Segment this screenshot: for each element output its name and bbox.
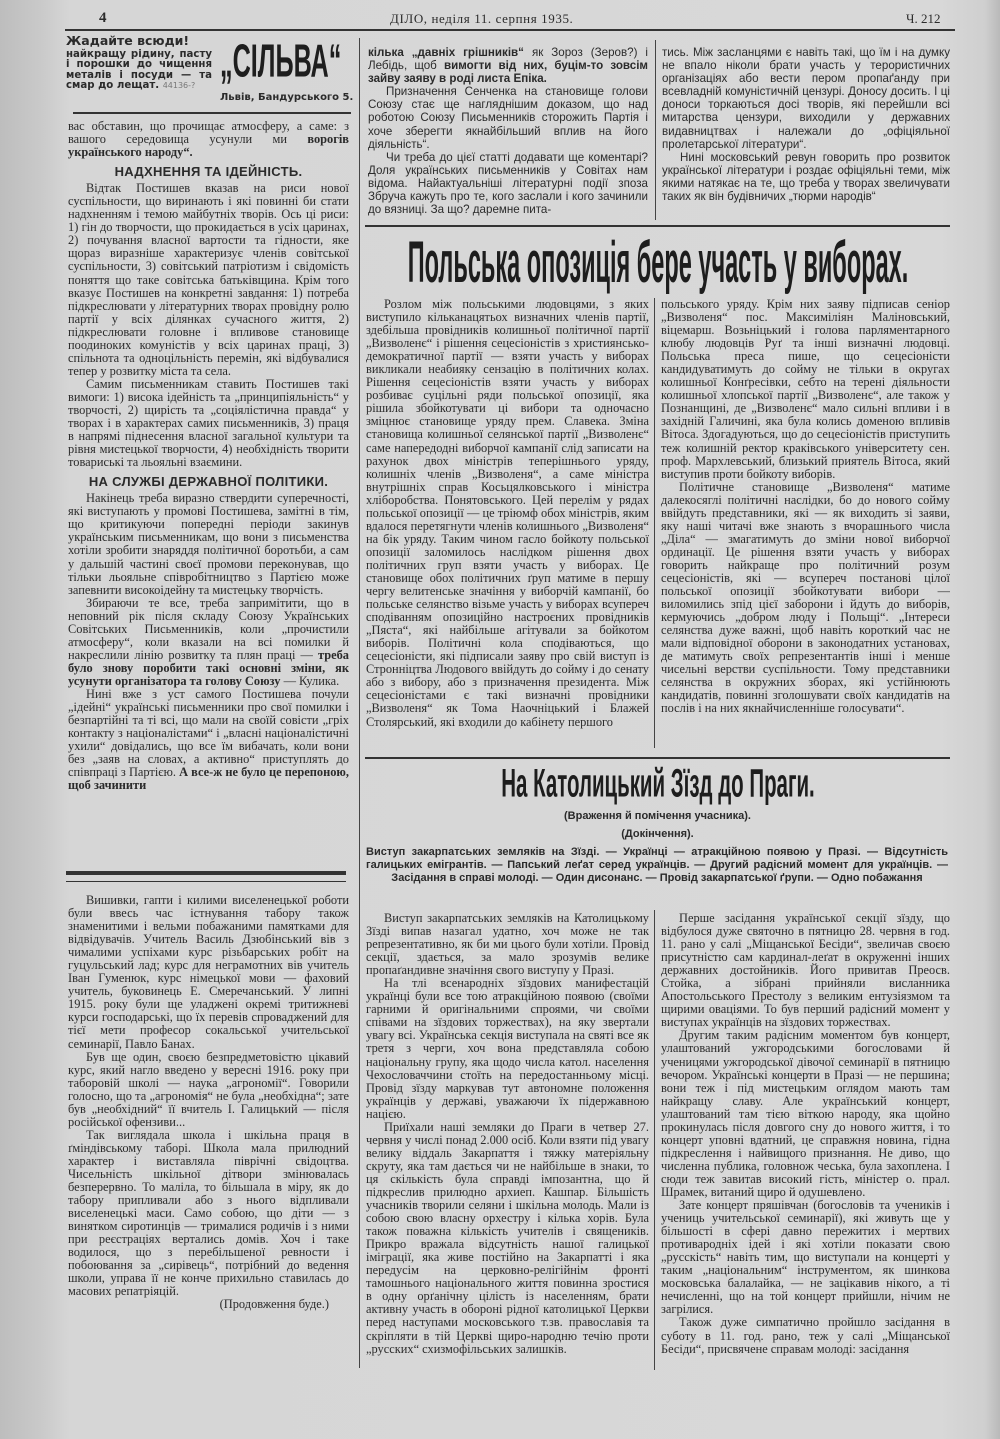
column-divider	[655, 40, 656, 220]
paragraph: Був ще один, своєю безпредметовістю цікавий курс, який нагло введено у вересні 1916. року при таборовій школі — наука „агрономії“. Говорили голосно, що та „агрономія“ не була „необхідна“; зате був „необхідний“ її вчитель І. Галицький — після російської офензиви...	[68, 1049, 349, 1129]
bold-text: вимогти від них, буцім-то зовсім зайву заяву в роді листа Епіка.	[368, 59, 648, 86]
paragraph: Перше засідання української секції зїзду, що відбулося дуже святочно в пятницю 28. червня в год. 11. рано у салі „Міщанської Бесіди“, звеличав своєю присутністю сам кардинал-леґат в окруженні інших державних достойників. Його привитав Преосв. Стойка, а зібрані прийняли висланника Апостольського Престолу з великим ентузіязмом та щирими оваціями. То був перший радісний момент у виступах українців на зїздових торжествах.	[661, 912, 950, 1030]
prague-headline-wrap	[365, 760, 950, 807]
camp-school-article	[68, 894, 349, 1369]
text: Нині вже з уст самого Постишева почули „ідейні“ українські письменники про свої помилки і безпартійні та ті всі, що мали на своїй совісти „гріх контакту з націоналістами“ і „власні націоналістичні ухили“ довідались, що все їм вибачать, коли вони без „заяв на словах, а активно“ приступлять до співпраці з Партією.	[68, 686, 349, 780]
text: вас обставин, що прочищає атмосферу, а саме: з вашого середовища усунули ми	[68, 120, 349, 147]
paragraph: польського уряду. Крім них заяву підписав сеніор „Визволеня“ пос. Максиміліян Маліновський, віцемарш. Возьніцький і голова парляментарного клюбу людовців Руґ та інші визначні людовці. Польська преса пише, що сецесіоністи кандидуватимуть до сойму не тільки в округах колишньої Конґресівки, себто на терені діяльности колишньої хлопської партії „Визволенє“, але також у Познанщині, де „Визволенє“ мало сильні впливи і в західній Галичині, яка була колись доменою впливів Вітоса. Здогадуються, що до сецесіоністів приступить теж колишній ректор краківського університету сен. проф. Мархлевський, близький приятель Вітоса, який виступив проти бойкоту виборів.	[661, 298, 950, 481]
section-rule	[365, 757, 950, 759]
paragraph: Також дуже симпатично пройшло засідання в суботу в 11. год. рано, теж у салі „Міщанської Бесіди“, присвячене справам молоді: засідання	[661, 1315, 950, 1356]
ad-text-body: найкращу рідину, пасту і порошки до чищення металів і посуди — та смар до лещат.	[66, 48, 212, 91]
prague-summary: Виступ закарпатських земляків на Зїзді. — Українці — атракційною появою у Празі. — Відсутність галицьких емігрантів. — Папський леґат серед українців. — Другий радісний момент для українців. — Засідання в справі молоді. — Один дисонанс. — Провід закарпатської ґрупи. — Одно побажання	[366, 846, 948, 884]
issue-number: Ч. 212	[906, 11, 941, 26]
prague-subtitle: (Враження й помічення учасника).	[564, 810, 751, 822]
paragraph: Розлом між польськими людовцями, з яких виступило кільканацятьох визначних членів партії, здебільша провідників колишньої політичної партії „Визволенє“ і рішення сецесіоністів з християнсько-демократичної партії — взяти участь у виборах викликали неабияку сензацію в політичних колах. Рішення сецесіоністів взяти участь у виборах розбиває суцільні ряди польської опозиції, яка рішила збойкотувати ці вибори та одночасно зміцнює становище уряду прем. Славека. Зміна становища колишньої селянської партії „Визволенє“ саме напередодні виборчої кампанії слід записати на рахунок двох міністрів теперішнього уряду, колишніх членів „Визволеня“, а саме міністра внутрішніх справ Косьцялковського і міністра хліборобства. Понятовського. Цей перелім у рядах польської опозиції — це тріюмф обох міністрів, яким вдалося перетягнути членів колишнього „Визволеня“ на бік уряду. Таким чином гасло бойкоту польської опозиції заломилось наслідком рішення двох політичних груп взяти участь у виборах. Це становище обох політичних ґруп матиме в першу чергу велитенське значіння у виборчій кампанії, бо польське селянство візьме участь у виборах всупереч сподіванням опозиційно настроєних провідників „Пяста“, які найбільше агітували за бойкотом виборів. Політичні кола сподіваються, що сецесіоністи, які підписали заяву про свій виступ із Стронніцтва Людового ввійдуть до сойму і до сенату або з вибору, або з призначення президента. Між сецесіоністами є такі визначні провідники „Визволеня“ як Тома Наочніцький і Блажей Столярський, які входили до кабінету першого	[366, 298, 649, 729]
section-heading: НАДХНЕННЯ ТА ІДЕЙНІСТЬ.	[114, 164, 303, 180]
polish-article-column-1	[366, 298, 649, 750]
paragraph	[68, 597, 349, 688]
prague-article-column-2	[661, 912, 950, 1372]
bold-text: треба було знову поробити такі основні зміни, як усунути організатора та голову Союзу	[68, 647, 349, 688]
prague-article-headline: На Католицький Зїзд до Праги.	[500, 760, 815, 805]
column-divider	[654, 298, 655, 748]
column-divider	[654, 910, 655, 1370]
paragraph: На тлі всенародніх зїздових манифестацій українці були все тою атракційною появою (своїми гарними й оригінальними спроями, чи своїми співами на зїздових торжествах), на яку звертали увагу всі. Українська секція виступала на святі все як третя з черги, хоч вона представляла собою національну групу, яка щодо числа катол. населення Чехословаччини стоїть на передостанньому місці. Провід зїзду маркував тут автономне положення українців у державі, уважаючи їх підержавною нацією.	[366, 976, 649, 1121]
left-article-postyshev	[68, 120, 349, 862]
page-number: 4	[99, 10, 107, 26]
text: як Зороз (Зеров?) і Лебідь, щоб	[368, 46, 648, 73]
continued-note: (Продовження буде.)	[219, 1297, 329, 1312]
paragraph	[68, 688, 349, 792]
paragraph: Другим таким радісним моментом був концерт, улаштований ужгородськими богословами й ученицями ужгородської дівочої семинарії в пятницю вечором. Українські концерти в Празі — не першина; вони теж і під мистецьким оглядом мають там найкращу славу. Але український концерт, улаштований там тією віткою народу, яка щойно прокинулась після довгого сну до нового життя, і то концерт уповні вдатний, це справжня новина, гідна підкреслення і найвищого признання. Не диво, що численна публика, головнож чеська, була захоплена. І сюди теж завитав високий гість, міністер о. прал. Шрамек, витаний щиро й одушевлено.	[661, 1028, 950, 1199]
top-middle-column	[368, 46, 648, 218]
polish-article-column-2	[661, 298, 950, 750]
paragraph	[368, 46, 648, 85]
paragraph: Відтак Постишев вказав на риси нової суспільности, що виринають і які повинні би стати надхненням і темою майбутніх творів. Ось ці риси: 1) гін до творчости, що прокидається в усіх царинах, 2) почування власної вартости та гідности, яке щораз виразніше характеризує членів совітської суспільности, 3) совітський патріотизм і свідомість поняття що таке совітська батьківщина. Крім того вказує Постишев на конкретні завдання: 1) потреба підкреслювати у літературних творах провідну ролю партії у всіх ділянках сучасного життя, 2) підкреслювати головне і впливове становище поодиноких комуністів у всіх царинах праці, 3) спільнота та одноцільність перемін, які відбувалися тепер у розвитку міста та села.	[68, 181, 349, 378]
ad-text	[66, 50, 212, 92]
paragraph: Вишивки, гапти і килими виселенецької роботи були ввесь час істнування табору також знаменитими і вельми побажаними памятками для відвідувачів. Учитель Василь Дзюбінський вів з чималими успіхами курс різьбарських робіт на гуцульський лад; курс для неграмотних вів учитель Іван Гуменюк, курс німецької мови — фаховий учитель, буковинець Е. Смеречанський. У липні 1915. року були ще уладжені окремі тритижневі курси господарські, що їх перевів спроваджений для тієї мети професор сокальської учительської семинарії, Павло Банах.	[68, 894, 349, 1051]
prague-continuation: (Докінчення).	[621, 828, 694, 840]
paragraph: Приїхали наші земляки до Праги в четвер 27. червня у числі понад 2.000 осіб. Коли взяти під увагу велику віддаль Закарпаття і тяжку матеріяльну скруту, яка там дається чи не найбільше в знаки, то ця скількість була справді імпозантна, що й підкреслив прилюдно архиеп. Кашпар. Більшість учасників творили селяни і шкільна молодь. Мали із собою свою власну орхестру і кілька хорів. Була також поважна кількість учителів і священиків. Прикро вражала відсутність нашої галицької іміграції, яка живе постійно на Закарпатті і яка передусім на церковно-релігійнім фронті тамошнього національного життя повинна зростися в одну орґанічну цілість із населенням, брати активну участь в обороні рідної католицької Церкви перед наступами московського т.зв. православія та скріпляти в тій Церкві щиро-народню течію проти „русских“ схизмофільських залишків.	[366, 1119, 649, 1356]
column-divider	[359, 38, 360, 1368]
prague-article-column-1	[366, 912, 649, 1372]
paragraph: Призначення Сенченка на становище голови Союзу стає ще нагляднішим доказом, що над роботою Союзу Письменників сторожить Партія і хоче зберегти якнайбільший вплив на його діяльність“.	[368, 85, 648, 151]
polish-article-headline: Польська опозиція бере участь у виборах.	[407, 228, 908, 295]
ad-rule	[73, 112, 351, 114]
silva-advertisement	[66, 33, 356, 108]
paragraph	[68, 120, 349, 159]
ad-call: Жадайте всюди!	[66, 33, 190, 48]
paragraph: Так виглядала школа і шкільна праця в ґміндівському таборі. Школа мала прилюдний характер і виставляла піврічні свідоцтва. Чисельність шкільної дітвори змінювалась безперервно. То маліла, то більшала в міру, як до табору припливали або з нього відпливали виселенецькі маси. Само собою, що діти — з винятком сиротинців — трималися родичів і з ними при реєстраціях вертались домів. Хоч і таке водилося, що з перебільшеної ревности і побоювання за „сирівець“, потрібний до ведення школи, управа її не конче прихильно ставилась до масових репатріяцій.	[68, 1127, 349, 1299]
polish-headline-wrap	[365, 228, 950, 295]
masthead: ДІЛО, неділя 11. серпня 1935.	[390, 11, 574, 26]
text: Збираючи те все, треба запримітити, що в неповний рік після складу Союзу Українських Совітських Письменників, коли „прочистили атмосферу“, коли вказали на всі помилки й накреслили лінію розвитку та плян праці —	[68, 595, 349, 662]
bold-text: кілька „давніх грішників“	[368, 46, 524, 59]
header-rule	[65, 29, 955, 31]
paragraph: Політичне становище „Визволеня“ матиме далекосяглі політичні наслідки, бо до нового сойму ввійдуть представники, які — як виходить зі заяви, яку наші читачі вже знають з вчорашнього числа „Діла“ — змагатимуть до зміни нової виборчої ординації. Це рішення взяти участь у виборах говорить найкраще про політичний розум сецесіоністів, які — всупереч постанові цілої польської опозиції збойкотувати вибори — виломились зпід цієї заборони і йдуть до виборів, кермуючись „добром люду і Польщі“. „Інтереси селянства дуже важні, щоб навіть короткий час не мали відповідної оборони в законодатних установах, де матимуть своїх репрезентантів інші і менше чисельні верстви суспільности. Тому представники селянства в окружних зборах, які устійнюють кандидатів, повинні зголошувати своїх кандидатів на послів і на них якнайчисленніше голосувати“.	[661, 479, 950, 716]
paragraph: Нині московський ревун говорить про розвиток української літератури і роздає офіціяльні теми, між якими натякає на те, що треба у творах звеличувати таких як він будівничих „тюрми народів“	[662, 150, 950, 204]
ad-brand: „СІЛЬВА“	[220, 34, 342, 87]
section-rule	[365, 225, 950, 227]
section-rule	[66, 871, 346, 875]
bold-text: А все-ж не було це перепоною, щоб зачинити	[68, 765, 349, 793]
paragraph: Накінець треба виразно ствердити суперечності, які виступають у промові Постишева, замітні в тім, що критикуючи попередні періоди закинув українським письменникам, що вони з письменства хотіли зробити знаряддя політичної боротьби, а сам у дальшій частині своєї промови переконував, що тільки льояльне співробітництво з Партією може запевнити високоідейну та мистецьку творчість.	[68, 491, 349, 597]
section-rule	[66, 881, 346, 882]
top-right-column	[662, 46, 950, 218]
paragraph: Чи треба до цієї статті додавати ще коментарі? Доля українських письменників у Совітах нам відома. Найактуальніші літературні події зпоза Збруча кажуть про те, кого заслали і кого зачинили до вязниці. За що? даремне пита-	[368, 150, 648, 217]
section-heading: НА СЛУЖБІ ДЕРЖАВНОЇ ПОЛІТИКИ.	[88, 474, 329, 490]
ad-code: 44136-?	[162, 81, 196, 90]
text: — Кулика.	[280, 673, 340, 688]
bold-text: ворогів українського народу“.	[68, 132, 349, 160]
paragraph: Виступ закарпатських земляків на Католицькому Зїзді випав назагал удатно, хоч може не так репрезентативно, як би ми цього були хотіли. Провід секції, здається, за мало зрозумів велике пропаґандивне значіння свого виступу у Празі.	[366, 912, 649, 978]
paragraph: Зате концерт пряшівчан (богословів та учеників і учениць учительської семинарії), які живуть ще у більшості в сфері давно пережитих і мертвих противародніх ідей і які хотіли показати свою „русскість“ навіть тим, що виступали на концерті у таким „національним“ інструментом, як шинкова московська балалайка, — не зацікавив нікого, а ті нечисленні, що на той концерт прийшли, нічим не загрілися.	[661, 1198, 950, 1317]
paragraph: тись. Між засланцями є навіть такі, що їм і на думку не впало ніколи брати участь у терористичних організаціях або вести пером пропаґанду при всевладній комуністичній цензурі. Доносу досить. І ці доноси торкаються досі творів, які перейшли всі митарства цензури, виходили у державних видавництвах і належали до „офіціяльної пролетарської літератури“.	[662, 46, 950, 151]
ad-address: Львів, Бандурського 5.	[220, 92, 354, 103]
paragraph: Самим письменникам ставить Постишев такі вимоги: 1) висока ідейність та „принципіяльність“ у творчості, 2) щирість та „соціялістична правда“ у творах і в характерах самих письменників, 3) праця в напрямі піднесення власної загальної культури та рівня мистецької творчости, 4) необхідність творити товариські та льояльні взаємини.	[68, 376, 349, 470]
